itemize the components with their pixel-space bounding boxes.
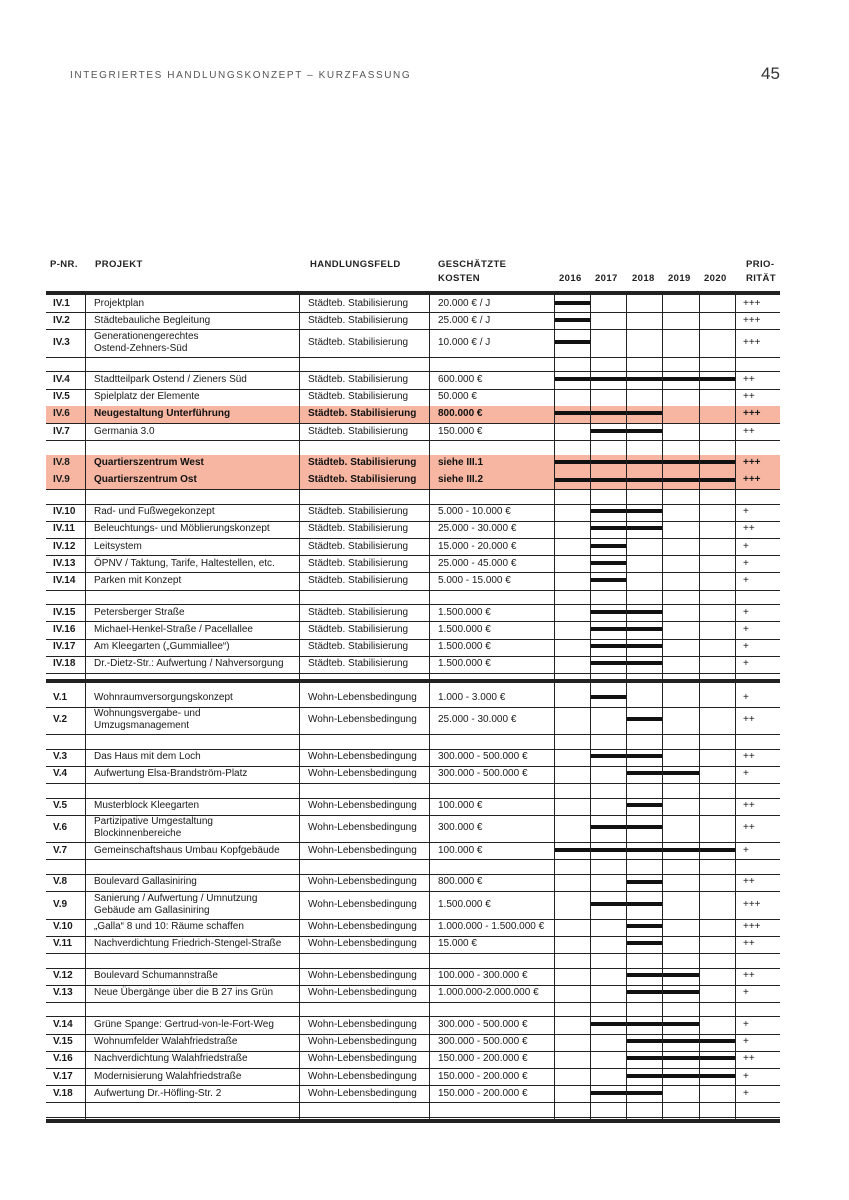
row-handlungsfeld: Städteb. Stabilisierung [308,557,409,569]
table-column-divider [626,291,627,1119]
row-handlungsfeld: Städteb. Stabilisierung [308,540,409,552]
row-kosten: 300.000 - 500.000 € [438,1036,528,1048]
row-kosten: 150.000 € [438,425,483,437]
row-number: IV.14 [53,574,76,586]
row-projekt: Sanierung / Aufwertung / Umnutzung Gebäude am Gallasiniring [94,892,258,916]
timeline-bar [554,377,735,381]
table-row [46,312,780,329]
row-number: IV.17 [53,641,76,653]
row-number: V.13 [53,987,73,999]
row-projekt: Wohnumfelder Walahfriedstraße [94,1036,238,1048]
table-rule [46,673,780,674]
timeline-bar [626,1039,735,1043]
row-number: IV.1 [53,297,70,309]
row-prioritaet: ++ [743,970,755,982]
table-row [46,621,780,638]
row-handlungsfeld: Städteb. Stabilisierung [308,373,409,385]
row-kosten: 100.000 € [438,844,483,856]
row-handlungsfeld: Wohn-Lebensbedingung [308,800,417,812]
table-rule [46,859,780,860]
row-projekt: Gemeinschaftshaus Umbau Kopfgebäude [94,844,280,856]
row-projekt: Aufwertung Dr.-Höfling-Str. 2 [94,1087,222,1099]
header-year-2017: 2017 [595,273,618,284]
row-prioritaet: +++ [743,297,761,309]
row-prioritaet: + [743,506,749,518]
row-handlungsfeld: Wohn-Lebensbedingung [308,1087,417,1099]
row-handlungsfeld: Wohn-Lebensbedingung [308,751,417,763]
table-rule-thick [46,1119,780,1123]
row-kosten: 100.000 € [438,800,483,812]
table-row [46,639,780,656]
row-prioritaet: + [743,987,749,999]
row-handlungsfeld: Städteb. Stabilisierung [308,337,409,349]
row-kosten: 300.000 - 500.000 € [438,751,528,763]
row-kosten: 15.000 - 20.000 € [438,540,517,552]
row-handlungsfeld: Wohn-Lebensbedingung [308,1036,417,1048]
table-row [46,406,780,423]
row-kosten: 1.500.000 € [438,641,491,653]
row-handlungsfeld: Städteb. Stabilisierung [308,623,409,635]
header-year-2016: 2016 [559,273,582,284]
table-rule [46,1102,780,1103]
row-number: V.18 [53,1087,73,1099]
row-prioritaet: +++ [743,898,761,910]
table-row [46,656,780,673]
timeline-bar [626,880,662,884]
table-row [46,538,780,555]
row-prioritaet: +++ [743,457,761,469]
row-kosten: 1.000.000 - 1.500.000 € [438,921,545,933]
row-prioritaet: +++ [743,921,761,933]
row-number: IV.3 [53,337,70,349]
row-projekt: Generationengerechtes Ostend-Zehners-Süd [94,331,199,355]
row-prioritaet: + [743,1036,749,1048]
row-kosten: 1.000 - 3.000 € [438,691,506,703]
row-prioritaet: + [743,574,749,586]
row-number: IV.16 [53,623,76,635]
row-handlungsfeld: Wohn-Lebensbedingung [308,844,417,856]
row-projekt: Städtebauliche Begleitung [94,314,211,326]
row-handlungsfeld: Städteb. Stabilisierung [308,523,409,535]
timeline-bar [554,318,590,322]
row-number: IV.13 [53,557,76,569]
table-rule [46,783,780,784]
table-row [46,295,780,312]
table-row [46,919,780,936]
table-column-divider [699,291,700,1119]
row-prioritaet: +++ [743,337,761,349]
row-number: V.14 [53,1018,73,1030]
row-projekt: Rad- und Fußwegekonzept [94,506,215,518]
row-handlungsfeld: Städteb. Stabilisierung [308,641,409,653]
row-handlungsfeld: Städteb. Stabilisierung [308,606,409,618]
row-prioritaet: + [743,606,749,618]
row-number: V.8 [53,876,68,888]
row-number: V.7 [53,844,68,856]
row-handlungsfeld: Wohn-Lebensbedingung [308,768,417,780]
row-projekt: Dr.-Dietz-Str.: Aufwertung / Nahversorgung [94,658,284,670]
table-column-divider [299,291,300,1119]
header-kosten: GESCHÄTZTE KOSTEN [438,259,507,284]
row-number: V.4 [53,768,68,780]
row-number: IV.12 [53,540,76,552]
row-kosten: 300.000 € [438,822,483,834]
table-row [46,891,780,919]
row-projekt: Germania 3.0 [94,425,155,437]
row-handlungsfeld: Wohn-Lebensbedingung [308,1070,417,1082]
row-handlungsfeld: Städteb. Stabilisierung [308,425,409,437]
table-row [46,1085,780,1102]
table-rule [46,1002,780,1003]
row-kosten: 800.000 € [438,408,483,420]
table-row [46,521,780,538]
row-kosten: 1.000.000-2.000.000 € [438,987,539,999]
row-kosten: siehe III.1 [438,457,484,469]
row-prioritaet: ++ [743,391,755,403]
row-handlungsfeld: Städteb. Stabilisierung [308,574,409,586]
row-prioritaet: + [743,540,749,552]
row-number: IV.9 [53,474,70,486]
row-projekt: Grüne Spange: Gertrud-von-le-Fort-Weg [94,1018,274,1030]
row-number: V.16 [53,1053,73,1065]
row-number: V.9 [53,898,68,910]
row-projekt: Leitsystem [94,540,142,552]
row-prioritaet: ++ [743,1053,755,1065]
timeline-bar [590,1022,699,1026]
row-kosten: 1.500.000 € [438,658,491,670]
row-prioritaet: ++ [743,822,755,834]
timeline-bar [590,578,626,582]
row-projekt: Musterblock Kleegarten [94,800,200,812]
row-handlungsfeld: Wohn-Lebensbedingung [308,1053,417,1065]
row-projekt: Das Haus mit dem Loch [94,751,201,763]
row-prioritaet: ++ [743,938,755,950]
row-prioritaet: + [743,768,749,780]
header-nr: P-NR. [50,259,78,270]
row-handlungsfeld: Wohn-Lebensbedingung [308,898,417,910]
row-projekt: „Galla“ 8 und 10: Räume schaffen [94,921,244,933]
row-handlungsfeld: Städteb. Stabilisierung [308,408,417,420]
header-projekt: PROJEKT [95,259,143,270]
row-projekt: Nachverdichtung Friedrich-Stengel-Straße [94,938,282,950]
page-number: 45 [761,64,780,83]
table-row [46,504,780,521]
row-handlungsfeld: Wohn-Lebensbedingung [308,921,417,933]
table-column-divider [590,291,591,1119]
row-projekt: Beleuchtungs- und Möblierungskonzept [94,523,270,535]
timeline-bar [626,924,662,928]
row-handlungsfeld: Wohn-Lebensbedingung [308,876,417,888]
row-handlungsfeld: Städteb. Stabilisierung [308,474,417,486]
timeline-bar [590,561,626,565]
row-kosten: 1.500.000 € [438,898,491,910]
table-row [46,389,780,406]
header-year-2018: 2018 [632,273,655,284]
row-handlungsfeld: Wohn-Lebensbedingung [308,970,417,982]
table-row [46,689,780,706]
row-handlungsfeld: Städteb. Stabilisierung [308,457,417,469]
row-handlungsfeld: Wohn-Lebensbedingung [308,691,417,703]
table-column-divider [85,291,86,1119]
row-prioritaet: + [743,691,749,703]
row-number: IV.7 [53,425,70,437]
row-prioritaet: + [743,1070,749,1082]
table-rule-thick [46,679,780,683]
row-kosten: 50.000 € [438,391,477,403]
header-feld: HANDLUNGSFELD [310,259,401,270]
timeline-bar [626,803,662,807]
table-column-divider [554,291,555,1119]
row-projekt: Parken mit Konzept [94,574,182,586]
row-kosten: 20.000 € / J [438,297,491,309]
row-number: V.5 [53,800,68,812]
header-year-2020: 2020 [704,273,727,284]
timeline-bar [590,695,626,699]
row-handlungsfeld: Städteb. Stabilisierung [308,658,409,670]
row-prioritaet: ++ [743,373,755,385]
row-prioritaet: + [743,1018,749,1030]
row-projekt: Neue Übergänge über die B 27 ins Grün [94,987,274,999]
table-row [46,936,780,953]
running-head: INTEGRIERTES HANDLUNGSKONZEPT – KURZFASSUNG [70,70,412,81]
row-number: IV.6 [53,408,70,420]
row-kosten: 25.000 - 30.000 € [438,714,517,726]
row-handlungsfeld: Städteb. Stabilisierung [308,297,409,309]
row-number: IV.8 [53,457,70,469]
row-kosten: 15.000 € [438,938,477,950]
row-prioritaet: +++ [743,408,761,420]
row-prioritaet: + [743,557,749,569]
row-projekt: Boulevard Gallasiniring [94,876,197,888]
timeline-bar [590,544,626,548]
row-kosten: 10.000 € / J [438,337,491,349]
row-number: IV.15 [53,606,76,618]
header-year-2019: 2019 [668,273,691,284]
row-projekt: Wohnraumversorgungskonzept [94,691,233,703]
row-number: IV.18 [53,658,76,670]
row-kosten: 5.000 - 10.000 € [438,506,511,518]
row-handlungsfeld: Städteb. Stabilisierung [308,391,409,403]
timeline-bar [554,460,735,464]
table-rule [46,489,780,490]
table-row [46,707,780,735]
table-row [46,874,780,891]
row-kosten: 1.500.000 € [438,606,491,618]
row-prioritaet: + [743,844,749,856]
row-handlungsfeld: Städteb. Stabilisierung [308,506,409,518]
table-row [46,423,780,440]
row-number: V.11 [53,938,73,950]
row-number: IV.2 [53,314,70,326]
row-kosten: 100.000 - 300.000 € [438,970,528,982]
timeline-bar [626,717,662,721]
row-projekt: Quartierszentrum Ost [94,474,197,486]
row-number: V.6 [53,822,68,834]
row-kosten: 1.500.000 € [438,623,491,635]
timeline-bar [554,478,735,482]
table-row [46,572,780,589]
row-prioritaet: ++ [743,800,755,812]
row-projekt: Boulevard Schumannstraße [94,970,218,982]
row-number: IV.11 [53,523,75,535]
table-rule [46,440,780,441]
row-projekt: Michael-Henkel-Straße / Pacellallee [94,623,253,635]
row-prioritaet: ++ [743,751,755,763]
timeline-bar [554,411,662,415]
row-kosten: 150.000 - 200.000 € [438,1053,528,1065]
row-number: IV.10 [53,506,76,518]
row-prioritaet: ++ [743,714,755,726]
row-handlungsfeld: Wohn-Lebensbedingung [308,822,417,834]
row-number: IV.4 [53,373,70,385]
table-row [46,815,780,843]
row-number: V.3 [53,751,68,763]
row-projekt: ÖPNV / Taktung, Tarife, Haltestellen, etc. [94,557,275,569]
row-number: V.15 [53,1036,73,1048]
row-number: IV.5 [53,391,70,403]
row-kosten: 5.000 - 15.000 € [438,574,511,586]
row-handlungsfeld: Wohn-Lebensbedingung [308,987,417,999]
timeline-bar [626,941,662,945]
row-projekt: Neugestaltung Unterführung [94,408,231,420]
row-kosten: 150.000 - 200.000 € [438,1087,528,1099]
timeline-bar [554,848,735,852]
row-prioritaet: +++ [743,474,761,486]
row-handlungsfeld: Städteb. Stabilisierung [308,314,409,326]
row-kosten: 150.000 - 200.000 € [438,1070,528,1082]
row-prioritaet: +++ [743,314,761,326]
timeline-bar [554,301,590,305]
table-rule [46,734,780,735]
row-prioritaet: ++ [743,425,755,437]
row-projekt: Aufwertung Elsa-Brandström-Platz [94,768,248,780]
row-projekt: Quartierszentrum West [94,457,204,469]
row-kosten: 300.000 - 500.000 € [438,1018,528,1030]
table-rule [46,590,780,591]
table-column-divider [662,291,663,1119]
row-handlungsfeld: Wohn-Lebensbedingung [308,938,417,950]
row-kosten: 25.000 - 45.000 € [438,557,517,569]
table-column-divider [735,291,736,1119]
row-prioritaet: ++ [743,876,755,888]
row-prioritaet: + [743,623,749,635]
table-row [46,555,780,572]
row-projekt: Wohnungsvergabe- und Umzugsmanagement [94,708,201,732]
row-projekt: Nachverdichtung Walahfriedstraße [94,1053,248,1065]
table-row [46,604,780,621]
row-kosten: 300.000 - 500.000 € [438,768,528,780]
table-row [46,329,780,357]
row-projekt: Modernisierung Walahfriedstraße [94,1070,242,1082]
row-number: V.2 [53,714,68,726]
timeline-bar [554,340,590,344]
row-kosten: siehe III.2 [438,474,484,486]
table-rule [46,1117,780,1118]
header-prio: PRIO- RITÄT [746,259,776,284]
row-projekt: Spielplatz der Elemente [94,391,200,403]
row-kosten: 25.000 € / J [438,314,491,326]
timeline-bar [626,1074,735,1078]
row-prioritaet: + [743,641,749,653]
timeline-bar [626,1056,735,1060]
row-projekt: Stadtteilpark Ostend / Zieners Süd [94,373,247,385]
table-rule [46,953,780,954]
row-number: V.12 [53,970,73,982]
table-row [46,798,780,815]
table-column-divider [429,291,430,1119]
row-projekt: Projektplan [94,297,145,309]
row-kosten: 800.000 € [438,876,483,888]
row-projekt: Am Kleegarten („Gummiallee“) [94,641,230,653]
row-projekt: Partizipative Umgestaltung Blockinnenbereiche [94,816,213,840]
row-prioritaet: + [743,1087,749,1099]
row-number: V.17 [53,1070,73,1082]
table-rule [46,357,780,358]
row-handlungsfeld: Wohn-Lebensbedingung [308,1018,417,1030]
table-row [46,749,780,766]
row-number: V.1 [53,691,68,703]
row-kosten: 25.000 - 30.000 € [438,523,517,535]
row-projekt: Petersberger Straße [94,606,185,618]
row-prioritaet: + [743,658,749,670]
row-prioritaet: ++ [743,523,755,535]
row-kosten: 600.000 € [438,373,483,385]
row-number: V.10 [53,921,73,933]
row-handlungsfeld: Wohn-Lebensbedingung [308,714,417,726]
